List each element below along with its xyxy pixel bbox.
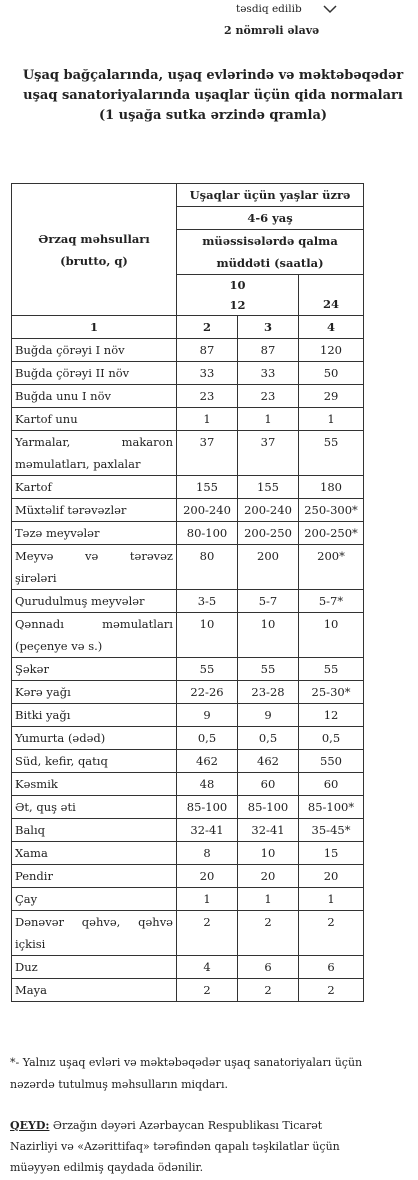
age-header: 4-6 yaş (177, 207, 364, 230)
table-row (12, 476, 364, 499)
value-cell: 85-100 (177, 796, 238, 819)
table-row (12, 362, 364, 385)
table-row (12, 522, 364, 545)
table-row (12, 888, 364, 911)
hours-10-12-header (177, 275, 299, 316)
table-row (12, 911, 364, 956)
value-cell: 5-7 (238, 590, 299, 613)
value-cell: 1 (238, 888, 299, 911)
footnote: *- Yalnız uşaq evləri və məktəbəqədər uşaq sanatoriyaları üçün nəzərdə tutulmuş məhsulların miqdarı. (10, 1056, 363, 1091)
value-cell: 12 (299, 704, 364, 727)
approval-label: təsdiq edilib (236, 3, 302, 15)
product-name-cell: Kəsmik (12, 773, 177, 796)
table-row (12, 842, 364, 865)
table-row (12, 773, 364, 796)
value-cell: 2 (299, 911, 364, 956)
value-cell: 120 (299, 339, 364, 362)
value-cell: 50 (299, 362, 364, 385)
product-name-line: Qənnadı məmulatları (15, 617, 173, 631)
table-row (12, 865, 364, 888)
product-name-cell: Buğda çörəyi II növ (12, 362, 177, 385)
product-name-cell: Buğda unu I növ (12, 385, 177, 408)
value-cell: 200-240 (238, 499, 299, 522)
qeyd-note (10, 1115, 366, 1178)
value-cell: 23 (177, 385, 238, 408)
col-number-2: 2 (177, 316, 238, 339)
product-name-cell (12, 545, 177, 590)
value-cell: 0,5 (177, 727, 238, 750)
value-cell: 0,5 (238, 727, 299, 750)
value-cell: 4 (177, 956, 238, 979)
product-header-line2: (brutto, q) (60, 253, 128, 268)
chevron-down-icon[interactable] (322, 3, 338, 15)
attachment-label: 2 nömrəli əlavə (224, 24, 320, 37)
product-name-cell: Duz (12, 956, 177, 979)
col-number-3: 3 (238, 316, 299, 339)
value-cell: 2 (299, 979, 364, 1002)
product-name-cell (12, 911, 177, 956)
product-name-cell: Xama (12, 842, 177, 865)
qeyd-label: QEYD: (10, 1119, 50, 1132)
product-name-line: Dənəvər qəhvə, qəhvə (15, 915, 173, 929)
value-cell: 2 (238, 979, 299, 1002)
value-cell: 55 (299, 658, 364, 681)
value-cell: 200 (238, 545, 299, 590)
product-name-cell: Təzə meyvələr (12, 522, 177, 545)
value-cell: 33 (238, 362, 299, 385)
product-name-cell: Müxtəlif tərəvəzlər (12, 499, 177, 522)
value-cell: 87 (177, 339, 238, 362)
value-cell: 10 (299, 613, 364, 658)
value-cell: 1 (299, 888, 364, 911)
table-row (12, 979, 364, 1002)
product-name-cell: Ət, quş əti (12, 796, 177, 819)
value-cell: 55 (299, 431, 364, 476)
product-header-line1: Ərzaq məhsulları (38, 231, 150, 246)
product-name-cell: Kartof (12, 476, 177, 499)
value-cell: 9 (238, 704, 299, 727)
product-name-line: Yarmalar, makaron (15, 435, 173, 449)
table-row (12, 499, 364, 522)
table-row (12, 408, 364, 431)
hours-12: 12 (229, 298, 246, 312)
value-cell: 9 (177, 704, 238, 727)
value-cell: 200-250 (238, 522, 299, 545)
table-row (12, 704, 364, 727)
value-cell: 200-250* (299, 522, 364, 545)
header-bar (0, 0, 418, 40)
product-name-cell: Balıq (12, 819, 177, 842)
value-cell: 22-26 (177, 681, 238, 704)
stay-duration-header: müəssisələrdə qalma müddəti (saatla) (177, 230, 364, 275)
value-cell: 37 (238, 431, 299, 476)
value-cell: 10 (238, 842, 299, 865)
value-cell: 20 (299, 865, 364, 888)
col-number-4: 4 (299, 316, 364, 339)
value-cell: 37 (177, 431, 238, 476)
product-name-line: şirələri (15, 571, 57, 585)
col-number-1: 1 (12, 316, 177, 339)
product-column-header (12, 184, 177, 316)
value-cell: 35-45* (299, 819, 364, 842)
table-row (12, 545, 364, 590)
value-cell: 1 (177, 888, 238, 911)
value-cell: 48 (177, 773, 238, 796)
value-cell: 32-41 (238, 819, 299, 842)
product-name-cell: Pendir (12, 865, 177, 888)
product-name-line: içkisi (15, 937, 46, 951)
value-cell: 15 (299, 842, 364, 865)
value-cell: 2 (238, 911, 299, 956)
value-cell: 85-100 (238, 796, 299, 819)
table-row (12, 431, 364, 476)
table-row (12, 339, 364, 362)
value-cell: 25-30* (299, 681, 364, 704)
food-norms-table (11, 183, 364, 1002)
product-name-cell: Süd, kefir, qatıq (12, 750, 177, 773)
table-row (12, 590, 364, 613)
value-cell: 20 (177, 865, 238, 888)
value-cell: 29 (299, 385, 364, 408)
product-name-cell: Bitki yağı (12, 704, 177, 727)
value-cell: 1 (299, 408, 364, 431)
table-row (12, 819, 364, 842)
value-cell: 85-100* (299, 796, 364, 819)
value-cell: 6 (238, 956, 299, 979)
product-name-cell: Çay (12, 888, 177, 911)
value-cell: 20 (238, 865, 299, 888)
document-title: Uşaq bağçalarında, uşaq evlərində və məktəbəqədər uşaq sanatoriyalarında uşaqlar üçün qida normaları (1 uşağa sutka ərzində qramla) (22, 68, 404, 123)
table-row (12, 613, 364, 658)
table-row (12, 750, 364, 773)
table-row (12, 956, 364, 979)
value-cell: 462 (177, 750, 238, 773)
product-name-cell: Qurudulmuş meyvələr (12, 590, 177, 613)
value-cell: 180 (299, 476, 364, 499)
value-cell: 80-100 (177, 522, 238, 545)
value-cell: 1 (238, 408, 299, 431)
value-cell: 8 (177, 842, 238, 865)
value-cell: 2 (177, 911, 238, 956)
value-cell: 250-300* (299, 499, 364, 522)
product-name-line: (peçenye və s.) (15, 639, 103, 653)
value-cell: 55 (177, 658, 238, 681)
table-row (12, 727, 364, 750)
table-row (12, 681, 364, 704)
value-cell: 155 (177, 476, 238, 499)
value-cell: 10 (238, 613, 299, 658)
age-group-header (177, 184, 364, 207)
table-row (12, 796, 364, 819)
product-name-cell: Maya (12, 979, 177, 1002)
value-cell: 0,5 (299, 727, 364, 750)
product-name-cell: Yumurta (ədəd) (12, 727, 177, 750)
value-cell: 3-5 (177, 590, 238, 613)
product-name-cell: Buğda çörəyi I növ (12, 339, 177, 362)
value-cell: 200-240 (177, 499, 238, 522)
value-cell: 200* (299, 545, 364, 590)
product-name-cell: Şəkər (12, 658, 177, 681)
product-name-cell: Kərə yağı (12, 681, 177, 704)
product-name-cell (12, 613, 177, 658)
value-cell: 5-7* (299, 590, 364, 613)
product-name-cell: Kartof unu (12, 408, 177, 431)
table-row (12, 385, 364, 408)
table-row (12, 658, 364, 681)
value-cell: 550 (299, 750, 364, 773)
value-cell: 80 (177, 545, 238, 590)
value-cell: 23 (238, 385, 299, 408)
qeyd-text: Ərzağın dəyəri Azərbaycan Respublikası Ticarət Nazirliyi və «Azərittifaq» tərəfindən qapalı təşkilatlar üçün müəyyən edilmiş qaydada ödənilir. (10, 1119, 340, 1174)
value-cell: 2 (177, 979, 238, 1002)
product-name-cell (12, 431, 177, 476)
value-cell: 462 (238, 750, 299, 773)
age-group-label: Uşaqlar üçün yaşlar üzrə (189, 188, 351, 202)
value-cell: 60 (299, 773, 364, 796)
hours-24-header: 24 (299, 275, 364, 316)
value-cell: 60 (238, 773, 299, 796)
product-name-line: məmulatları, paxlalar (15, 457, 141, 471)
value-cell: 33 (177, 362, 238, 385)
value-cell: 55 (238, 658, 299, 681)
value-cell: 23-28 (238, 681, 299, 704)
value-cell: 10 (177, 613, 238, 658)
value-cell: 1 (177, 408, 238, 431)
hours-10: 10 (229, 278, 246, 292)
value-cell: 87 (238, 339, 299, 362)
value-cell: 155 (238, 476, 299, 499)
column-numbers-row (12, 316, 364, 339)
value-cell: 32-41 (177, 819, 238, 842)
value-cell: 6 (299, 956, 364, 979)
product-name-line: Meyvə və tərəvəz (15, 549, 173, 563)
